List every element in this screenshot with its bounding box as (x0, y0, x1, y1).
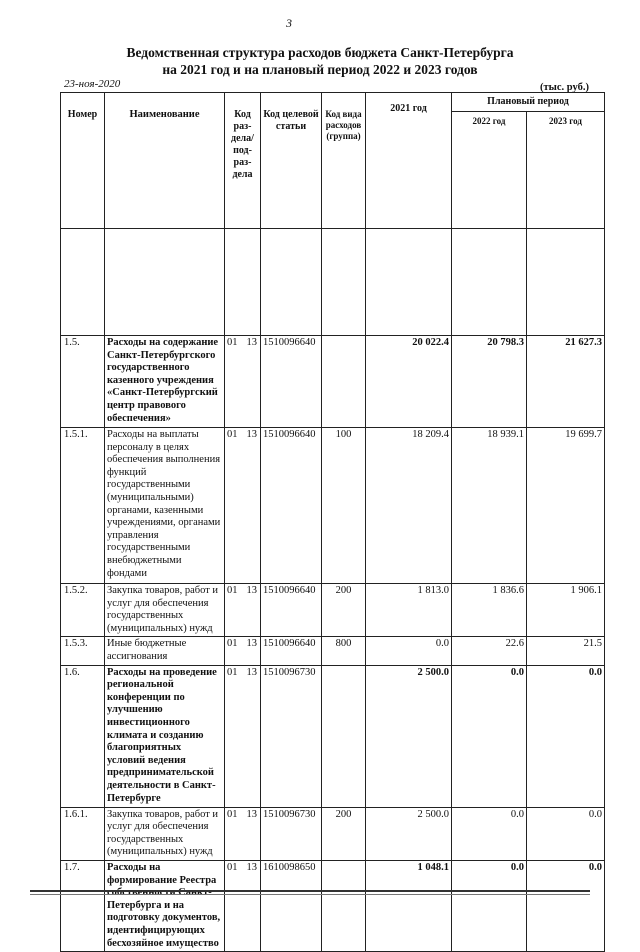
row-expense-type (322, 665, 366, 807)
row-section: 01 (227, 429, 238, 440)
row-section-code (225, 428, 261, 584)
row-amount-2022: 22.6 (452, 637, 527, 665)
row-section-code (225, 637, 261, 665)
row-amount-2023: 0.0 (527, 665, 605, 807)
row-name: Расходы на выплаты персоналу в целях обеспечения выполнения функций государственными (муниципальными) органами, казенными учреждениями, органами управления государственными внебюджетными фондами (105, 428, 225, 584)
row-amount-2023: 19 699.7 (527, 428, 605, 584)
row-number: 1.5. (61, 336, 105, 428)
row-amount-2021: 1 813.0 (366, 584, 452, 637)
row-target-code: 1510096640 (261, 336, 322, 428)
row-subsection: 13 (246, 666, 257, 678)
row-section-code (225, 860, 261, 951)
row-number: 1.6.1. (61, 807, 105, 860)
row-section-code (225, 807, 261, 860)
header-expense-type: Код вида расходов (группа) (322, 93, 366, 229)
header-2023: 2023 год (527, 112, 605, 229)
table-row (61, 637, 605, 665)
row-amount-2021: 0.0 (366, 637, 452, 665)
row-target-code: 1510096730 (261, 807, 322, 860)
table-row (61, 807, 605, 860)
units-label: (тыс. руб.) (540, 82, 589, 93)
row-amount-2022: 20 798.3 (452, 336, 527, 428)
table-row (61, 428, 605, 584)
bottom-rule (30, 890, 590, 892)
row-expense-type (322, 336, 366, 428)
row-subsection: 13 (246, 429, 257, 440)
row-section: 01 (227, 585, 238, 596)
row-amount-2022: 1 836.6 (452, 584, 527, 637)
row-subsection: 13 (246, 585, 257, 596)
table-row (61, 584, 605, 637)
row-name: Иные бюджетные ассигнования (105, 637, 225, 665)
row-amount-2021: 2 500.0 (366, 807, 452, 860)
row-target-code: 1510096640 (261, 428, 322, 584)
title-line-2: на 2021 год и на плановый период 2022 и 2023 годов (162, 62, 478, 77)
row-target-code: 1510096640 (261, 637, 322, 665)
header-section-code: Код раз-дела/ под-раз-дела (225, 93, 261, 229)
row-expense-type: 200 (322, 807, 366, 860)
row-name: Закупка товаров, работ и услуг для обеспечения государственных (муниципальных) нужд (105, 807, 225, 860)
page-title (0, 44, 640, 78)
header-2022: 2022 год (452, 112, 527, 229)
row-amount-2023: 0.0 (527, 807, 605, 860)
title-line-1: Ведомственная структура расходов бюджета Санкт-Петербурга (126, 45, 514, 60)
row-section-code (225, 584, 261, 637)
row-section-code (225, 665, 261, 807)
row-target-code: 1610098650 (261, 860, 322, 951)
header-spacer-row (61, 229, 605, 336)
row-section-code (225, 336, 261, 428)
row-number: 1.6. (61, 665, 105, 807)
row-amount-2021: 2 500.0 (366, 665, 452, 807)
header-target-code: Код целевой статьи (261, 93, 322, 229)
row-expense-type: 100 (322, 428, 366, 584)
row-section: 01 (227, 861, 238, 873)
header-name: Наименование (105, 93, 225, 229)
row-name: Расходы на формирование Реестра собственности Санкт-Петербурга и на подготовку документов, идентифицирующих бесхозяйное имущество (105, 860, 225, 951)
row-section: 01 (227, 337, 238, 348)
row-amount-2022: 0.0 (452, 860, 527, 951)
row-number: 1.5.3. (61, 637, 105, 665)
row-number: 1.5.2. (61, 584, 105, 637)
row-target-code: 1510096640 (261, 584, 322, 637)
row-subsection: 13 (246, 337, 257, 348)
row-subsection: 13 (246, 638, 257, 650)
row-name: Расходы на содержание Санкт-Петербургского государственного казенного учреждения «Санкт-Петербургский центр правового обеспечения» (105, 336, 225, 428)
header-number: Номер (61, 93, 105, 229)
row-section: 01 (227, 666, 238, 678)
row-amount-2021: 18 209.4 (366, 428, 452, 584)
page-number: 3 (286, 16, 292, 30)
header-planned-period: Плановый период (452, 93, 605, 112)
row-number: 1.7. (61, 860, 105, 951)
header-2021: 2021 год (366, 93, 452, 229)
row-name: Расходы на проведение региональной конференции по улучшению инвестиционного климата и созданию благоприятных условий ведения предпринимательской деятельности в Санкт-Петербурге (105, 665, 225, 807)
budget-table (60, 92, 605, 952)
table-row (61, 336, 605, 428)
row-section: 01 (227, 808, 238, 820)
row-amount-2023: 1 906.1 (527, 584, 605, 637)
row-section: 01 (227, 638, 238, 650)
row-subsection: 13 (246, 808, 257, 820)
bottom-rule-thin (30, 894, 590, 895)
document-date: 23-ноя-2020 (64, 78, 121, 90)
row-expense-type (322, 860, 366, 951)
row-amount-2021: 20 022.4 (366, 336, 452, 428)
table-row (61, 860, 605, 951)
row-amount-2023: 0.0 (527, 860, 605, 951)
row-subsection: 13 (246, 861, 257, 873)
row-amount-2023: 21 627.3 (527, 336, 605, 428)
row-amount-2023: 21.5 (527, 637, 605, 665)
row-amount-2022: 18 939.1 (452, 428, 527, 584)
row-amount-2022: 0.0 (452, 665, 527, 807)
row-amount-2021: 1 048.1 (366, 860, 452, 951)
row-expense-type: 200 (322, 584, 366, 637)
row-expense-type: 800 (322, 637, 366, 665)
row-number: 1.5.1. (61, 428, 105, 584)
row-target-code: 1510096730 (261, 665, 322, 807)
row-amount-2022: 0.0 (452, 807, 527, 860)
table-row (61, 665, 605, 807)
row-name: Закупка товаров, работ и услуг для обеспечения государственных (муниципальных) нужд (105, 584, 225, 637)
